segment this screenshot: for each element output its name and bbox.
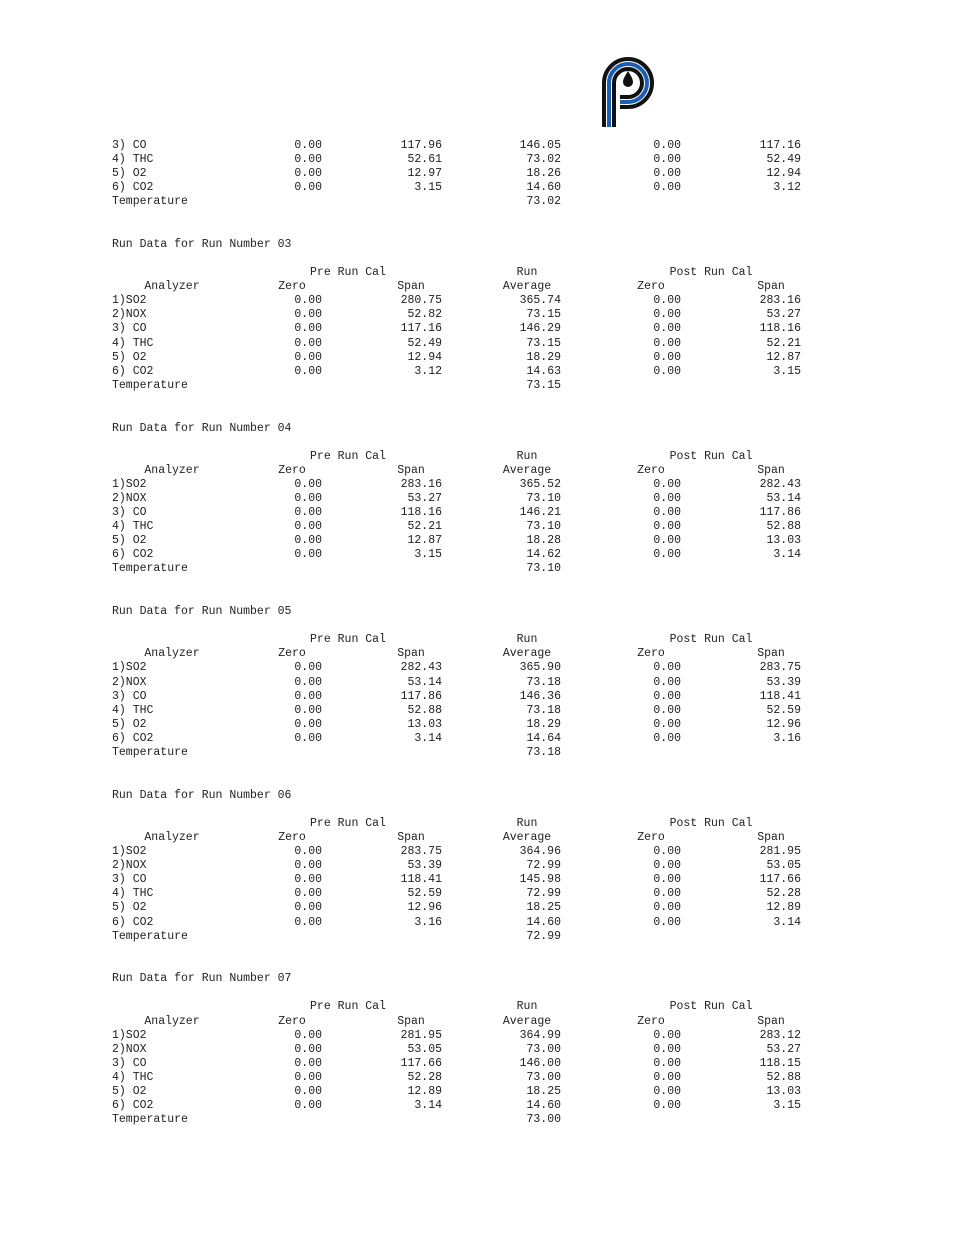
temperature-label: Temperature [112,1113,188,1127]
temperature-value: 73.18 [526,746,561,759]
pre-cal-span-value: 53.05 [407,1042,442,1056]
post-cal-span-value: 3.15 [773,1099,801,1113]
pre-cal-span-value: 12.97 [407,167,442,181]
post-span-column-header: Span [757,463,785,477]
analyzer-name: 5) O2 [112,717,147,731]
pre-zero-column-header: Zero [278,647,306,661]
pre-span-column-header: Span [397,647,425,661]
post-cal-zero-value: 0.00 [653,1028,681,1042]
analyzer-name: 4) THC [112,153,154,167]
post-cal-span-value: 117.86 [759,506,801,519]
run-average-value: 146.21 [519,506,561,519]
pre-cal-zero-value: 0.00 [294,703,322,717]
post-cal-span-value: 282.43 [759,477,801,491]
post-cal-zero-value: 0.00 [653,477,681,491]
run-average-value: 73.10 [526,520,561,534]
analyzer-name: 1)SO2 [112,294,147,308]
temperature-label: Temperature [112,929,188,943]
pre-cal-zero-value: 0.00 [294,322,322,336]
post-cal-span-value: 12.96 [766,717,801,731]
analyzer-name: 4) THC [112,336,154,350]
run-average-value: 14.60 [526,181,561,195]
company-logo [600,55,656,129]
pre-cal-span-value: 118.16 [400,506,442,519]
post-zero-column-header: Zero [637,647,665,661]
post-run-cal-header: Post Run Cal [669,1000,753,1014]
run-average-value: 73.10 [526,491,561,505]
pre-cal-span-value: 282.43 [400,661,442,675]
post-zero-column-header: Zero [637,1014,665,1028]
run-average-value: 73.18 [526,675,561,689]
post-cal-zero-value: 0.00 [653,845,681,858]
post-cal-zero-value: 0.00 [653,548,681,562]
pre-cal-zero-value: 0.00 [294,477,322,491]
post-cal-zero-value: 0.00 [653,675,681,689]
analyzer-name: 1)SO2 [112,1028,147,1042]
pre-cal-zero-value: 0.00 [294,859,322,873]
post-cal-span-value: 52.28 [766,887,801,901]
analyzer-name: 2)NOX [112,491,147,505]
analyzer-name: 1)SO2 [112,661,147,675]
post-cal-zero-value: 0.00 [653,336,681,350]
run-average-value: 73.15 [526,308,561,322]
run-average-value: 18.26 [526,167,561,181]
run-average-value: 73.18 [526,703,561,717]
post-cal-span-value: 52.59 [766,703,801,717]
post-span-column-header: Span [757,280,785,294]
post-cal-span-value: 283.12 [759,1028,801,1042]
post-cal-zero-value: 0.00 [653,153,681,167]
analyzer-name: 6) CO2 [112,181,154,195]
pre-run-cal-header: Pre Run Cal [310,449,386,463]
analyzer-column-header: Analyzer [144,280,200,294]
pre-cal-span-value: 117.96 [400,139,442,152]
pre-cal-zero-value: 0.00 [294,520,322,534]
run-header: Run [516,633,538,647]
analyzer-name: 6) CO2 [112,731,154,745]
pre-cal-zero-value: 0.00 [294,350,322,364]
pre-run-cal-header: Pre Run Cal [310,266,386,279]
pre-cal-zero-value: 0.00 [294,1085,322,1098]
post-cal-span-value: 117.66 [759,873,801,887]
analyzer-name: 6) CO2 [112,915,154,929]
pre-cal-zero-value: 0.00 [294,845,322,858]
analyzer-name: 4) THC [112,703,154,717]
run-average-value: 146.29 [519,322,561,336]
pre-cal-zero-value: 0.00 [294,1070,322,1084]
pre-cal-zero-value: 0.00 [294,1028,322,1042]
pre-cal-span-value: 117.16 [400,322,442,336]
post-cal-span-value: 12.94 [766,167,801,181]
pre-cal-span-value: 53.27 [407,491,442,505]
pre-span-column-header: Span [397,830,425,844]
analyzer-column-header: Analyzer [144,830,200,844]
pre-cal-zero-value: 0.00 [294,308,322,322]
pre-cal-span-value: 13.03 [407,717,442,731]
pre-cal-span-value: 117.66 [400,1056,442,1070]
post-run-cal-header: Post Run Cal [669,449,753,463]
pre-cal-zero-value: 0.00 [294,731,322,745]
pre-cal-zero-value: 0.00 [294,294,322,308]
post-cal-span-value: 117.16 [759,139,801,152]
analyzer-column-header: Analyzer [144,463,200,477]
run-average-value: 145.98 [519,873,561,887]
post-cal-span-value: 3.14 [773,548,801,562]
post-cal-span-value: 3.14 [773,915,801,929]
run-average-column-header: Average [502,1014,552,1028]
pre-cal-span-value: 283.16 [400,477,442,491]
pre-cal-zero-value: 0.00 [294,167,322,181]
analyzer-name: 1)SO2 [112,477,147,491]
pre-run-cal-header: Pre Run Cal [310,633,386,647]
pre-cal-span-value: 281.95 [400,1028,442,1042]
pre-cal-zero-value: 0.00 [294,1056,322,1070]
analyzer-name: 4) THC [112,520,154,534]
temperature-value: 73.02 [526,195,561,209]
temperature-value: 73.00 [526,1113,561,1127]
post-cal-span-value: 52.49 [766,153,801,167]
post-cal-span-value: 52.88 [766,520,801,534]
post-cal-zero-value: 0.00 [653,901,681,915]
post-cal-span-value: 3.16 [773,731,801,745]
run-average-value: 18.29 [526,717,561,731]
run-average-column-header: Average [502,830,552,844]
run-average-value: 14.60 [526,1099,561,1113]
post-span-column-header: Span [757,830,785,844]
run-average-value: 73.15 [526,336,561,350]
run-average-value: 14.62 [526,548,561,562]
post-cal-zero-value: 0.00 [653,520,681,534]
analyzer-name: 4) THC [112,1070,154,1084]
pre-cal-zero-value: 0.00 [294,1042,322,1056]
temperature-value: 73.15 [526,378,561,392]
post-run-cal-header: Post Run Cal [669,816,753,830]
analyzer-name: 5) O2 [112,167,147,181]
run-average-value: 365.74 [519,294,561,308]
pre-cal-span-value: 52.88 [407,703,442,717]
pre-cal-span-value: 52.59 [407,887,442,901]
pre-cal-span-value: 283.75 [400,845,442,858]
analyzer-name: 3) CO [112,506,147,519]
pre-cal-span-value: 12.87 [407,534,442,548]
pre-cal-zero-value: 0.00 [294,364,322,378]
run-header: Run [516,449,538,463]
pre-cal-zero-value: 0.00 [294,887,322,901]
post-cal-span-value: 281.95 [759,845,801,858]
post-zero-column-header: Zero [637,280,665,294]
post-zero-column-header: Zero [637,463,665,477]
pre-cal-zero-value: 0.00 [294,901,322,915]
run-average-value: 364.99 [519,1028,561,1042]
pre-cal-span-value: 52.49 [407,336,442,350]
pre-cal-zero-value: 0.00 [294,717,322,731]
post-cal-span-value: 13.03 [766,1085,801,1098]
temperature-label: Temperature [112,562,188,576]
run-section-title: Run Data for Run Number 07 [112,972,292,986]
post-cal-span-value: 12.87 [766,350,801,364]
pre-cal-span-value: 53.39 [407,859,442,873]
post-cal-span-value: 283.16 [759,294,801,308]
analyzer-name: 2)NOX [112,1042,147,1056]
post-cal-zero-value: 0.00 [653,1042,681,1056]
post-cal-span-value: 3.15 [773,364,801,378]
pre-cal-zero-value: 0.00 [294,1099,322,1113]
pre-cal-span-value: 52.28 [407,1070,442,1084]
analyzer-name: 3) CO [112,1056,147,1070]
temperature-label: Temperature [112,746,188,759]
post-cal-zero-value: 0.00 [653,181,681,195]
post-cal-zero-value: 0.00 [653,364,681,378]
run-average-column-header: Average [502,463,552,477]
post-cal-span-value: 53.39 [766,675,801,689]
pre-cal-zero-value: 0.00 [294,181,322,195]
post-cal-span-value: 3.12 [773,181,801,195]
pre-zero-column-header: Zero [278,280,306,294]
pre-cal-span-value: 53.14 [407,675,442,689]
pre-cal-zero-value: 0.00 [294,139,322,152]
run-section-title: Run Data for Run Number 03 [112,238,292,251]
post-cal-zero-value: 0.00 [653,322,681,336]
pre-cal-span-value: 3.14 [414,731,442,745]
pre-run-cal-header: Pre Run Cal [310,1000,386,1014]
post-cal-span-value: 53.27 [766,1042,801,1056]
run-average-value: 18.28 [526,534,561,548]
post-cal-zero-value: 0.00 [653,661,681,675]
run-average-value: 146.05 [519,139,561,152]
run-average-value: 72.99 [526,859,561,873]
pre-cal-zero-value: 0.00 [294,675,322,689]
post-zero-column-header: Zero [637,830,665,844]
analyzer-column-header: Analyzer [144,647,200,661]
run-average-value: 18.25 [526,901,561,915]
run-average-column-header: Average [502,280,552,294]
post-cal-zero-value: 0.00 [653,717,681,731]
post-cal-zero-value: 0.00 [653,887,681,901]
pre-cal-span-value: 3.14 [414,1099,442,1113]
post-cal-zero-value: 0.00 [653,873,681,887]
run-section-title: Run Data for Run Number 06 [112,788,292,802]
analyzer-name: 3) CO [112,689,147,703]
run-average-value: 365.90 [519,661,561,675]
run-header: Run [516,1000,538,1014]
pre-span-column-header: Span [397,463,425,477]
pre-cal-zero-value: 0.00 [294,153,322,167]
run-section-title: Run Data for Run Number 04 [112,421,292,435]
pre-cal-span-value: 117.86 [400,689,442,703]
pre-zero-column-header: Zero [278,1014,306,1028]
analyzer-name: 4) THC [112,887,154,901]
post-cal-span-value: 12.89 [766,901,801,915]
run-average-value: 365.52 [519,477,561,491]
pre-span-column-header: Span [397,280,425,294]
post-cal-span-value: 118.15 [759,1056,801,1070]
pre-cal-span-value: 52.61 [407,153,442,167]
analyzer-name: 3) CO [112,322,147,336]
post-cal-zero-value: 0.00 [653,294,681,308]
post-cal-span-value: 52.21 [766,336,801,350]
post-cal-zero-value: 0.00 [653,139,681,152]
post-cal-span-value: 52.88 [766,1070,801,1084]
run-average-value: 72.99 [526,887,561,901]
post-cal-span-value: 53.27 [766,308,801,322]
pre-cal-span-value: 118.41 [400,873,442,887]
pre-cal-zero-value: 0.00 [294,689,322,703]
run-header: Run [516,266,538,279]
temperature-label: Temperature [112,195,188,209]
analyzer-name: 5) O2 [112,1085,147,1098]
pre-cal-span-value: 280.75 [400,294,442,308]
analyzer-name: 5) O2 [112,534,147,548]
post-span-column-header: Span [757,647,785,661]
analyzer-name: 2)NOX [112,675,147,689]
run-average-value: 146.00 [519,1056,561,1070]
post-cal-zero-value: 0.00 [653,1099,681,1113]
analyzer-name: 6) CO2 [112,548,154,562]
post-cal-span-value: 53.14 [766,491,801,505]
analyzer-name: 5) O2 [112,901,147,915]
analyzer-name: 6) CO2 [112,1099,154,1113]
post-cal-zero-value: 0.00 [653,703,681,717]
pre-cal-span-value: 52.21 [407,520,442,534]
pre-cal-span-value: 3.16 [414,915,442,929]
post-run-cal-header: Post Run Cal [669,633,753,647]
post-cal-zero-value: 0.00 [653,534,681,548]
run-average-value: 73.02 [526,153,561,167]
analyzer-name: 1)SO2 [112,845,147,858]
pre-span-column-header: Span [397,1014,425,1028]
pre-cal-span-value: 12.94 [407,350,442,364]
pre-cal-span-value: 12.96 [407,901,442,915]
pre-cal-zero-value: 0.00 [294,534,322,548]
pre-cal-zero-value: 0.00 [294,506,322,519]
pre-cal-zero-value: 0.00 [294,336,322,350]
post-cal-zero-value: 0.00 [653,859,681,873]
post-cal-zero-value: 0.00 [653,491,681,505]
post-cal-zero-value: 0.00 [653,915,681,929]
post-cal-zero-value: 0.00 [653,308,681,322]
post-cal-zero-value: 0.00 [653,689,681,703]
temperature-label: Temperature [112,378,188,392]
pre-cal-span-value: 52.82 [407,308,442,322]
pre-zero-column-header: Zero [278,830,306,844]
run-average-value: 18.25 [526,1085,561,1098]
analyzer-name: 5) O2 [112,350,147,364]
post-cal-zero-value: 0.00 [653,731,681,745]
pre-cal-span-value: 3.15 [414,181,442,195]
pre-cal-span-value: 3.12 [414,364,442,378]
post-cal-span-value: 13.03 [766,534,801,548]
analyzer-name: 2)NOX [112,859,147,873]
analyzer-name: 3) CO [112,873,147,887]
pre-cal-zero-value: 0.00 [294,661,322,675]
run-average-value: 14.63 [526,364,561,378]
post-cal-zero-value: 0.00 [653,167,681,181]
run-average-value: 18.29 [526,350,561,364]
run-average-value: 14.60 [526,915,561,929]
pre-run-cal-header: Pre Run Cal [310,816,386,830]
pre-cal-span-value: 12.89 [407,1085,442,1098]
post-run-cal-header: Post Run Cal [669,266,753,279]
pre-cal-zero-value: 0.00 [294,915,322,929]
post-cal-span-value: 118.16 [759,322,801,336]
run-section-title: Run Data for Run Number 05 [112,605,292,619]
run-header: Run [516,816,538,830]
post-cal-span-value: 53.05 [766,859,801,873]
run-average-column-header: Average [502,647,552,661]
post-cal-zero-value: 0.00 [653,1056,681,1070]
analyzer-name: 6) CO2 [112,364,154,378]
post-cal-zero-value: 0.00 [653,506,681,519]
temperature-value: 72.99 [526,929,561,943]
post-span-column-header: Span [757,1014,785,1028]
pre-cal-span-value: 3.15 [414,548,442,562]
analyzer-column-header: Analyzer [144,1014,200,1028]
analyzer-name: 2)NOX [112,308,147,322]
run-average-value: 73.00 [526,1070,561,1084]
post-cal-zero-value: 0.00 [653,1085,681,1098]
post-cal-zero-value: 0.00 [653,1070,681,1084]
pre-zero-column-header: Zero [278,463,306,477]
run-average-value: 146.36 [519,689,561,703]
run-average-value: 364.96 [519,845,561,858]
pre-cal-zero-value: 0.00 [294,491,322,505]
run-average-value: 14.64 [526,731,561,745]
pre-cal-zero-value: 0.00 [294,873,322,887]
post-cal-span-value: 283.75 [759,661,801,675]
pre-cal-zero-value: 0.00 [294,548,322,562]
temperature-value: 73.10 [526,562,561,576]
post-cal-span-value: 118.41 [759,689,801,703]
run-average-value: 73.00 [526,1042,561,1056]
post-cal-zero-value: 0.00 [653,350,681,364]
analyzer-name: 3) CO [112,139,147,152]
